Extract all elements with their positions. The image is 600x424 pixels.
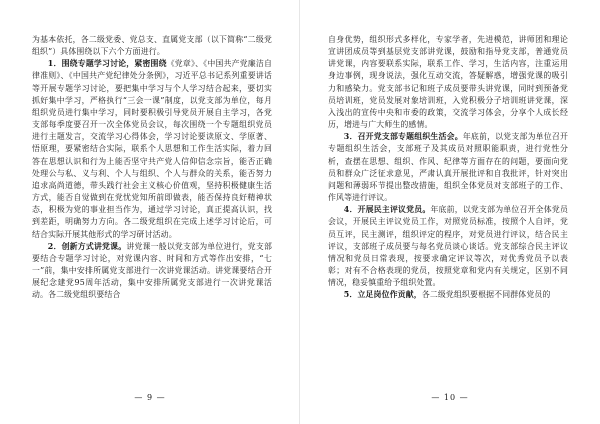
right-paragraph-life-meeting [328,131,568,204]
right-page [300,0,600,424]
section-heading-study: 1．围绕专题学习讨论，紧密围绕 [47,59,167,69]
section-heading-contribution: 5．立足岗位作贡献， [343,290,422,300]
section-heading-life-meeting: 3．召开党支部专题组织生活会。 [343,132,463,142]
left-page-text [32,34,272,301]
page-number-left: — 9 — [134,393,166,402]
section-body-contribution: 各二级党组织要根据不同群体党员的 [421,290,551,300]
section-body-evaluation: 年底前，以党支部为单位召开全体党员会议，开展民主评议党员工作，对照党员标准，按照个人自评，党员互评，民主测评，组织评定的程序，对党员进行评议，结合民主评议，支部班子成员要与每名党员谈心谈话。党支部综合民主评议情况和党员日常表现，按要求确定评议等次，对优秀党员予以表彰；对有不合格表现的党员，按照党章和党内有关规定，区别不同情况，稳妥慎重给予组织处置。 [328,205,568,288]
page-number-right: — 10 — [431,393,469,402]
left-paragraph-party-lecture [32,241,272,302]
section-body-life-meeting: 年底前，以党支部为单位召开专题组织生活会，支部班子及其成员对照职能职责，进行党性分析，查摆在思想、组织、作风、纪律等方面存在的问题，要面向党员和群众广泛征求意见，严肃认真开展批评和自我批评，针对突出问题和薄弱环节提出整改措施，组织全体党员对支部班子的工作、作风等进行评议。 [328,132,569,203]
left-paragraph-study [32,58,272,240]
right-paragraph-continued: 自身优势，组织形式多样化，专家学者，先进模范，讲师团和理论宣讲团成员等到基层党支部讲党课，鼓励和指导党支部，普通党员讲党课，内容要联系实际，联系工作、学习，生活内容，注重运用身边事例，现身说法，强化互动交流，答疑解惑，增强党课的吸引力和感染力。党支部书记和班子成员要带头讲党课，同时到预备党员培训班，党员发展对象培训班，入党积极分子培训班讲党课，深入浅出的宣传中央和市委的政策，交流学习体会，分享个人成长经历，增进与广大师生的感情。 [328,35,568,130]
section-heading-evaluation: 4．开展民主评议党员。 [343,205,431,215]
left-paragraph-continued: 为基本依托，各二级党委、党总支、直属党支部（以下简称“二级党组织”）具体围绕以下六个方面进行。 [32,35,272,57]
section-body-study: 《党章》、《中国共产党廉洁自律准则》、《中国共产党纪律处分条例》，习近平总书记系列重要讲话等开展专题学习讨论，要把集中学习与个人学习结合起来，要切实抓好集中学习，严格执行“三会一课”制度，以党支部为单位，每月组织党员进行集中学习，同时要积极引导党员开展自主学习，各党支部每季度要召开一次全体党员会议，每次围绕一个专题组织党员进行主题发言，交流学习心得体会，学习讨论要读原文、学原著、悟原理，要紧密结合实际，联系个人思想和工作生活实际，着力回答在思想认识和行为上能否坚守共产党人信仰信念宗旨，能否正确处理公与私、义与利、个人与组织、个人与群众的关系，能否努力追求高尚道德，带头践行社会主义核心价值观，坚持积极健康生活方式，能否自觉做到在党忧党知所前即做表，能否保持良好精神状态，积极为党的事业担当作为，通过学习讨论，真正提高认识，找到差距，明确努力方向。各二级党组织在完成上述学习讨论后，可结合实际开展其他形式的学习研讨活动。 [32,59,272,239]
right-page-text [328,34,568,301]
section-heading-party-lecture: 2．创新方式讲党课。 [47,241,127,251]
right-paragraph-evaluation [328,204,568,289]
right-paragraph-contribution [328,289,568,301]
section-body-party-lecture: 讲党课一般以党支部为单位进行，党支部要结合专题学习讨论，对党课内容、时间和方式等作出安排，“七一”前，集中安排所属党支部进行一次讲党课活动。讲党课要结合开展纪念建党95周年活动，集中安排所属党支部进行一次讲党课活动。各二级党组织要结合 [32,241,272,300]
